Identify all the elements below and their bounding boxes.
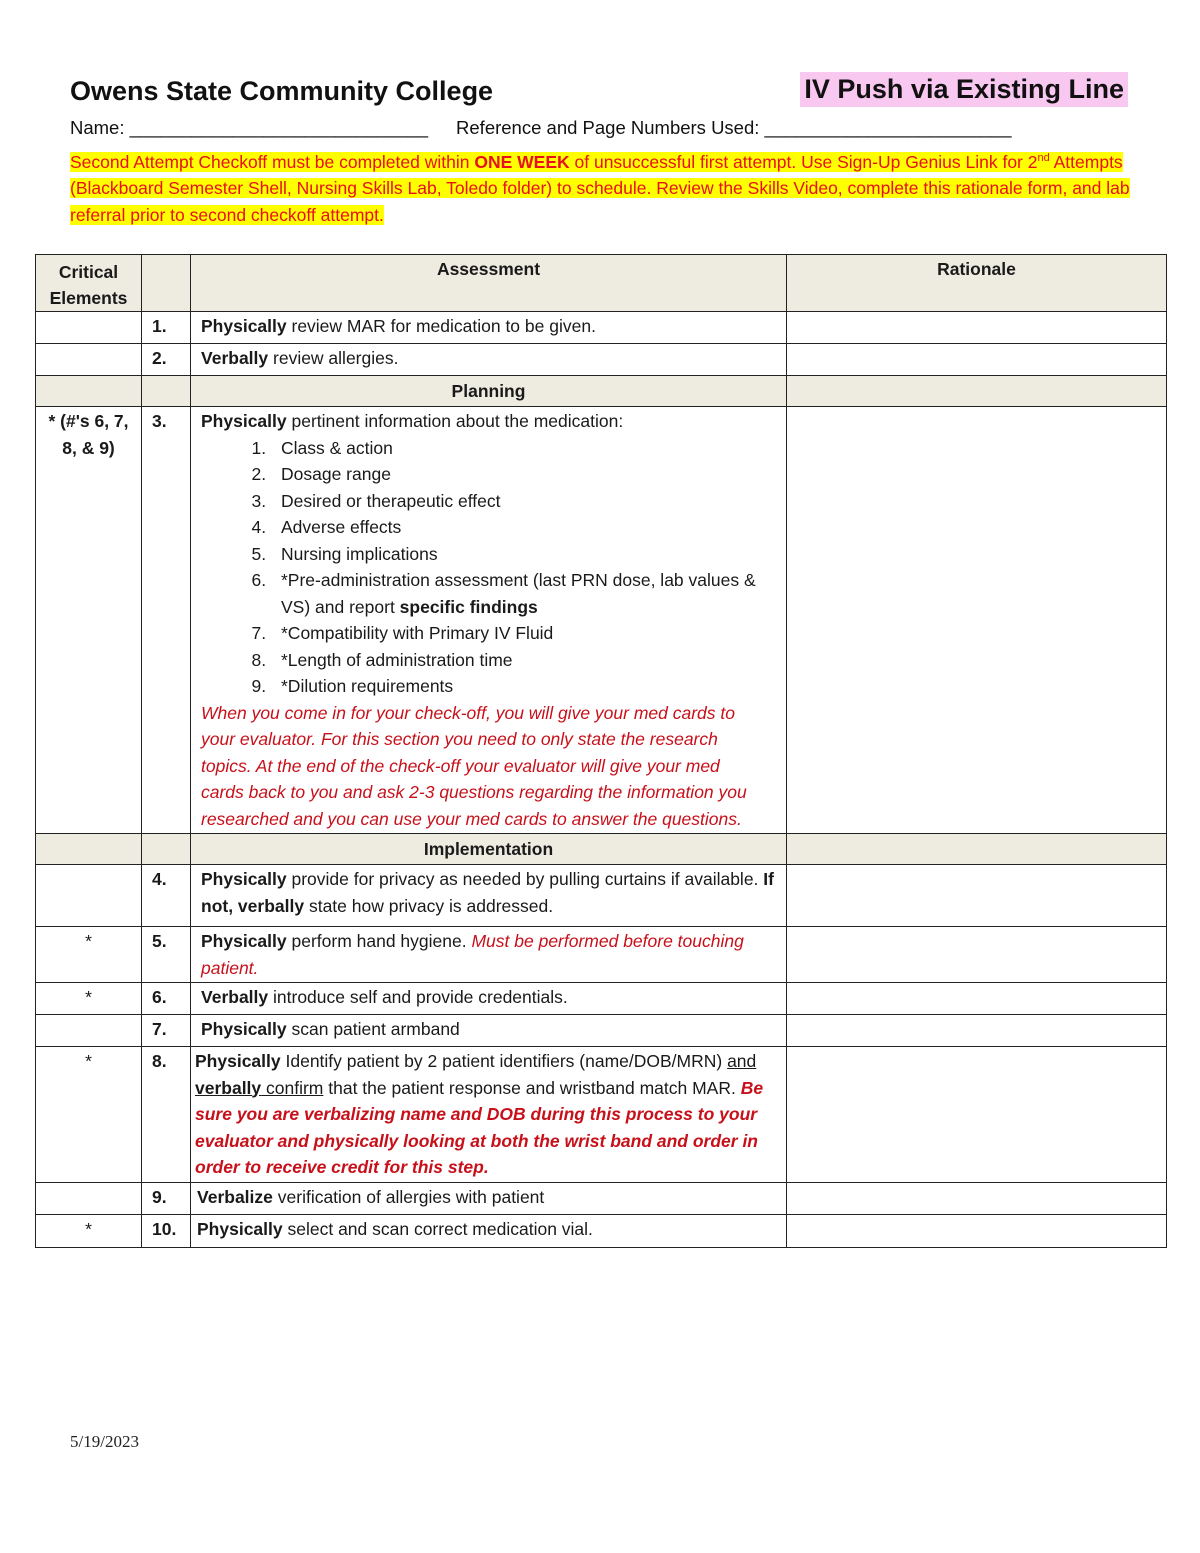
step-number: 9. (142, 1182, 191, 1214)
section-implementation-row (36, 834, 1167, 865)
rationale-cell[interactable] (787, 344, 1167, 376)
critical-cell: * (36, 1047, 142, 1183)
checkoff-table (35, 254, 1167, 1248)
second-attempt-notice (70, 145, 1130, 228)
list-item: 5. Nursing implications (271, 541, 780, 568)
name-field[interactable]: _____________________________ (129, 117, 429, 138)
assessment-cell: Verbally review allergies. (191, 344, 787, 376)
step-number: 1. (142, 312, 191, 344)
header-assessment: Assessment (191, 255, 787, 312)
table-row (36, 927, 1167, 983)
notice-text: Second Attempt Checkoff must be completed within (70, 151, 475, 172)
section-planning-row (36, 376, 1167, 407)
critical-cell: * (36, 1214, 142, 1247)
table-row (36, 407, 1167, 834)
critical-cell: * (36, 983, 142, 1015)
critical-cell (36, 1182, 142, 1214)
rationale-cell[interactable] (787, 983, 1167, 1015)
assessment-cell: Physically review MAR for medication to be given. (191, 312, 787, 344)
list-item: 2. Dosage range (271, 461, 780, 488)
rationale-cell[interactable] (787, 865, 1167, 927)
reference-label: Reference and Page Numbers Used: (456, 117, 765, 138)
critical-cell: * (36, 927, 142, 983)
rationale-cell[interactable] (787, 1047, 1167, 1183)
college-name: Owens State Community College (70, 76, 494, 106)
step-number: 7. (142, 1015, 191, 1047)
table-row (36, 1214, 1167, 1247)
header-critical-elements: Critical Elements (36, 255, 142, 312)
list-item: 9. *Dilution requirements (271, 673, 780, 700)
notice-text: of unsuccessful first attempt. Use Sign-Up Genius Link for 2 (569, 151, 1038, 172)
name-label: Name: (70, 117, 130, 138)
step-number: 6. (142, 983, 191, 1015)
rationale-cell[interactable] (787, 1182, 1167, 1214)
table-row (36, 983, 1167, 1015)
step-number: 10. (142, 1214, 191, 1247)
step-number: 8. (142, 1047, 191, 1183)
list-item: 1. Class & action (271, 435, 780, 462)
table-row (36, 865, 1167, 927)
procedure-title: IV Push via Existing Line (800, 72, 1128, 107)
list-item: 7. *Compatibility with Primary IV Fluid (271, 620, 780, 647)
critical-cell (36, 312, 142, 344)
critical-cell (36, 344, 142, 376)
list-item: 3. Desired or therapeutic effect (271, 488, 780, 515)
header-rationale: Rationale (787, 255, 1167, 312)
title-row (70, 72, 1128, 112)
name-reference-row (70, 117, 1011, 139)
notice-superscript: nd (1037, 152, 1050, 164)
critical-cell (36, 1015, 142, 1047)
rationale-cell[interactable] (787, 407, 1167, 834)
list-item: 8. *Length of administration time (271, 647, 780, 674)
table-row (36, 1182, 1167, 1214)
rationale-cell[interactable] (787, 927, 1167, 983)
step-number: 5. (142, 927, 191, 983)
table-row (36, 1047, 1167, 1183)
critical-cell (36, 865, 142, 927)
step-number: 2. (142, 344, 191, 376)
rationale-cell[interactable] (787, 1214, 1167, 1247)
list-item: 4. Adverse effects (271, 514, 780, 541)
rationale-cell[interactable] (787, 1015, 1167, 1047)
critical-cell: * (#'s 6, 7, 8, & 9) (36, 407, 142, 834)
assessment-cell: Physically pertinent information about the medication: 1. Class & action 2. Dosage range 3. Desired or therapeutic effect 4. Adverse effects 5. Nursing implications 6. *Pre-administration assessment (last PRN dose, lab values & VS) and report specific findings 7. *Compatibility with Primary IV Fluid 8. *Length of administration time 9. *Dilution requirements When you come in for your check-off, you will give your med cards to your evaluator. For this section you need to only state the research topics. At the end of the check-off your evaluator will give your med cards back to you and ask 2-3 questions regarding the information you researched and you can use your med cards to answer the questions. (191, 407, 787, 834)
assessment-cell: Physically provide for privacy as needed by pulling curtains if available. If not, verbally state how privacy is addressed. (191, 865, 787, 927)
med-cards-note: When you come in for your check-off, you will give your med cards to your evaluator. For this section you need to only state the research topics. At the end of the check-off your evaluator will give your med cards back to you and ask 2-3 questions regarding the information you researched and you can use your med cards to answer the questions. (201, 702, 747, 829)
assessment-cell: Physically select and scan correct medication vial. (191, 1214, 787, 1247)
assessment-cell: Verbalize verification of allergies with patient (191, 1182, 787, 1214)
notice-text: Attempts (Blackboard Semester Shell, Nursing Skills Lab, Toledo folder) to schedule. Review the Skills Video, complete this rationale form, and lab referral prior to second checkoff attempt. (70, 151, 1130, 225)
assessment-cell: Physically Identify patient by 2 patient identifiers (name/DOB/MRN) and verbally confirm that the patient response and wristband match MAR. Be sure you are verbalizing name and DOB during this process to your evaluator and physically looking at both the wrist band and order in order to receive credit for this step. (191, 1047, 787, 1183)
reference-field[interactable]: ________________________ (764, 117, 1012, 138)
step-number: 3. (142, 407, 191, 834)
assessment-cell: Physically scan patient armband (191, 1015, 787, 1047)
rationale-cell[interactable] (787, 312, 1167, 344)
table-row (36, 312, 1167, 344)
section-planning-label: Planning (191, 376, 787, 407)
medication-info-list (201, 435, 780, 700)
assessment-cell: Verbally introduce self and provide credentials. (191, 983, 787, 1015)
list-item: 6. *Pre-administration assessment (last PRN dose, lab values & VS) and report specific findings (271, 567, 780, 620)
section-implementation-label: Implementation (191, 834, 787, 865)
step-number: 4. (142, 865, 191, 927)
table-header-row (36, 255, 1167, 312)
table-row (36, 1015, 1167, 1047)
table-row (36, 344, 1167, 376)
assessment-cell: Physically perform hand hygiene. Must be performed before touching patient. (191, 927, 787, 983)
identification-note: Be sure you are verbalizing name and DOB during this process to your evaluator and physically looking at both the wrist band and order in order to receive credit for this step. (195, 1077, 764, 1177)
footer-date: 5/19/2023 (70, 1432, 139, 1451)
notice-emphasis: ONE WEEK (474, 151, 570, 172)
header-number (142, 255, 191, 312)
